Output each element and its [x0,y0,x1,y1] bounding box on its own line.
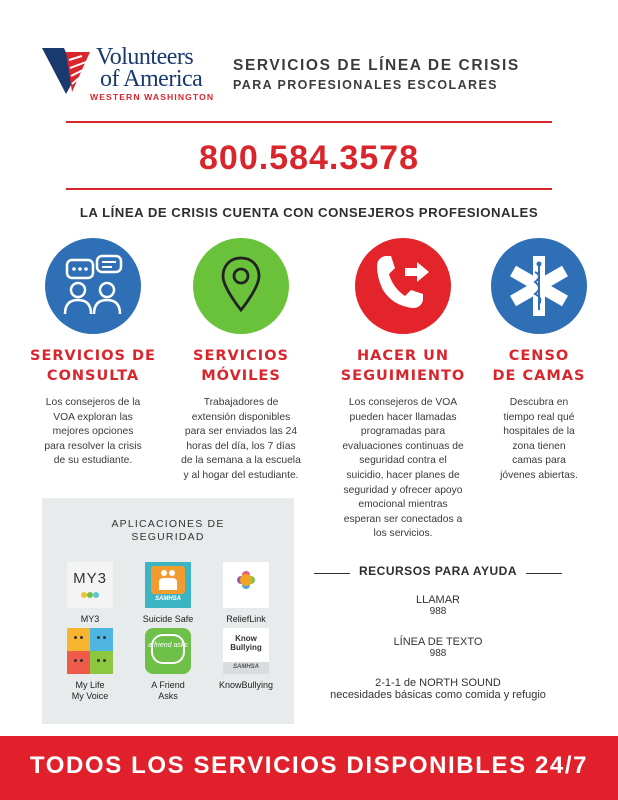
service-title-line1: CENSO [508,348,570,364]
service-seguimiento [322,238,484,542]
desc-line: esperan ser conectados a [343,513,463,525]
footer-text: TODOS LOS SERVICIOS DISPONIBLES 24/7 [29,752,589,779]
desc-line: tiempo real qué [503,411,575,423]
page-subtitle: PARA PROFESIONALES ESCOLARES [233,78,498,92]
service-description [28,396,158,469]
desc-line: Trabajadores de [203,397,279,408]
desc-line: Los consejeros de la [45,397,141,408]
desc-line: mejores opciones [52,426,134,438]
desc-line: VOA exploran las [53,411,133,423]
service-title-line2: SEGUIMIENTO [340,368,466,384]
desc-line: zona tienen [512,440,566,452]
desc-line: seguridad contra el [359,455,447,467]
brand-region: WESTERN WASHINGTON [90,92,215,102]
resources-heading-text: RECURSOS PARA AYUDA [359,564,517,578]
app-tile-text: a friend asks [148,642,188,649]
service-title-line1: SERVICIOS [193,348,289,364]
app-relieflink[interactable] [206,562,286,625]
app-tile-sub: SAMHSA [232,664,259,670]
resource-title: LÍNEA DE TEXTO [393,636,483,648]
relieflink-app-icon [223,562,269,608]
app-a-friend-asks[interactable] [128,628,208,702]
divider-bottom [66,188,552,190]
desc-line: y al hogar del estudiante. [183,469,299,481]
app-label-line2: Asks [158,691,178,701]
service-title [322,346,484,386]
service-title-line1: HACER UN [356,348,450,364]
app-suicide-safe[interactable] [128,562,208,625]
safety-apps-heading [42,518,294,544]
app-label [50,680,130,702]
service-title [166,346,316,386]
service-description [322,396,484,542]
my-life-my-voice-app-icon [67,628,113,674]
tagline: LA LÍNEA DE CRISIS CUENTA CON CONSEJEROS PROFESIONALES [79,205,539,220]
app-tile-text: Know Bullying [230,634,262,652]
service-consulta [28,238,158,469]
desc-line: horas del día, los 7 días [186,440,296,452]
divider-top [66,121,552,123]
service-moviles [166,238,316,484]
service-title-line2: DE CAMAS [492,368,586,384]
resource-linea-de-texto[interactable] [300,636,576,660]
my3-app-icon [67,562,113,608]
app-label: Suicide Safe [142,614,194,624]
resources-heading [310,564,566,582]
desc-line: Los consejeros de VOA [348,397,458,408]
app-label-line1: A Friend [151,680,185,690]
desc-line: seguridad y ofrecer apoyo [343,484,463,496]
voa-logo [42,46,222,104]
service-title-line2: MÓVILES [201,368,281,384]
service-description [484,396,594,484]
service-censo [484,238,594,484]
desc-line: jóvenes abiertas. [500,469,578,481]
desc-line: emocional mientras [358,499,448,511]
resource-detail: necesidades básicas como comida y refugio [330,689,546,701]
app-label: MY3 [80,614,100,624]
app-tile-text: MY3 [73,570,107,587]
app-label: KnowBullying [218,680,274,690]
desc-line: programadas para [360,426,446,438]
desc-line: pueden hacer llamadas [349,411,457,423]
footer-banner [0,736,618,800]
page-title: SERVICIOS DE LÍNEA DE CRISIS [233,57,520,74]
app-my3[interactable] [50,562,130,625]
knowbullying-app-icon [223,628,269,674]
resource-title: LLAMAR [415,594,461,606]
resource-title: 2-1-1 de NORTH SOUND [375,677,501,689]
app-my-life-my-voice[interactable] [50,628,130,702]
desc-line: evaluaciones continuas de [342,440,464,452]
crisis-phone-number[interactable]: 800.584.3578 [199,139,419,177]
app-label-line2: My Voice [71,691,109,701]
map-pin-icon [193,238,289,334]
service-title [28,346,158,386]
suicide-safe-app-icon [145,562,191,608]
resource-211-north-sound[interactable] [300,677,576,701]
app-knowbullying[interactable] [206,628,286,691]
resource-detail: 988 [429,648,447,659]
desc-line: de la semana a la escuela [181,455,301,467]
resource-detail: 988 [429,606,447,617]
desc-line: de su estudiante. [53,455,133,467]
brand-name-line1: Volunteers [96,44,194,70]
service-title [484,346,594,386]
medical-star-icon [491,238,587,334]
desc-line: los servicios. [373,528,433,540]
apps-heading-line1: APLICACIONES DE [111,518,225,530]
app-label-line1: My Life [75,680,105,690]
safety-apps-panel [42,498,294,724]
desc-line: camas para [512,455,566,467]
heading-rule-right [526,573,562,574]
desc-line: hospitales de la [503,426,575,438]
phone-callback-icon [355,238,451,334]
voa-flag-icon [42,48,92,94]
a-friend-asks-app-icon [145,628,191,674]
desc-line: para resolver la crisis [44,440,142,452]
app-tile-sub: SAMHSA [154,596,181,602]
apps-heading-line2: SEGURIDAD [131,531,205,543]
desc-line: extensión disponibles [191,411,291,423]
service-description [166,396,316,484]
app-label: ReliefLink [226,614,266,624]
desc-line: suicidio, hacer planes de [346,469,460,481]
service-title-line2: CONSULTA [46,368,140,384]
service-title-line1: SERVICIOS DE [30,348,156,364]
brand-name-line2: of America [100,66,203,92]
resource-llamar[interactable] [300,594,576,618]
chat-people-icon [45,238,141,334]
page-heading [233,57,573,93]
desc-line: Descubra en [509,397,569,408]
app-label [128,680,208,702]
desc-line: para ser enviados las 24 [184,426,298,438]
